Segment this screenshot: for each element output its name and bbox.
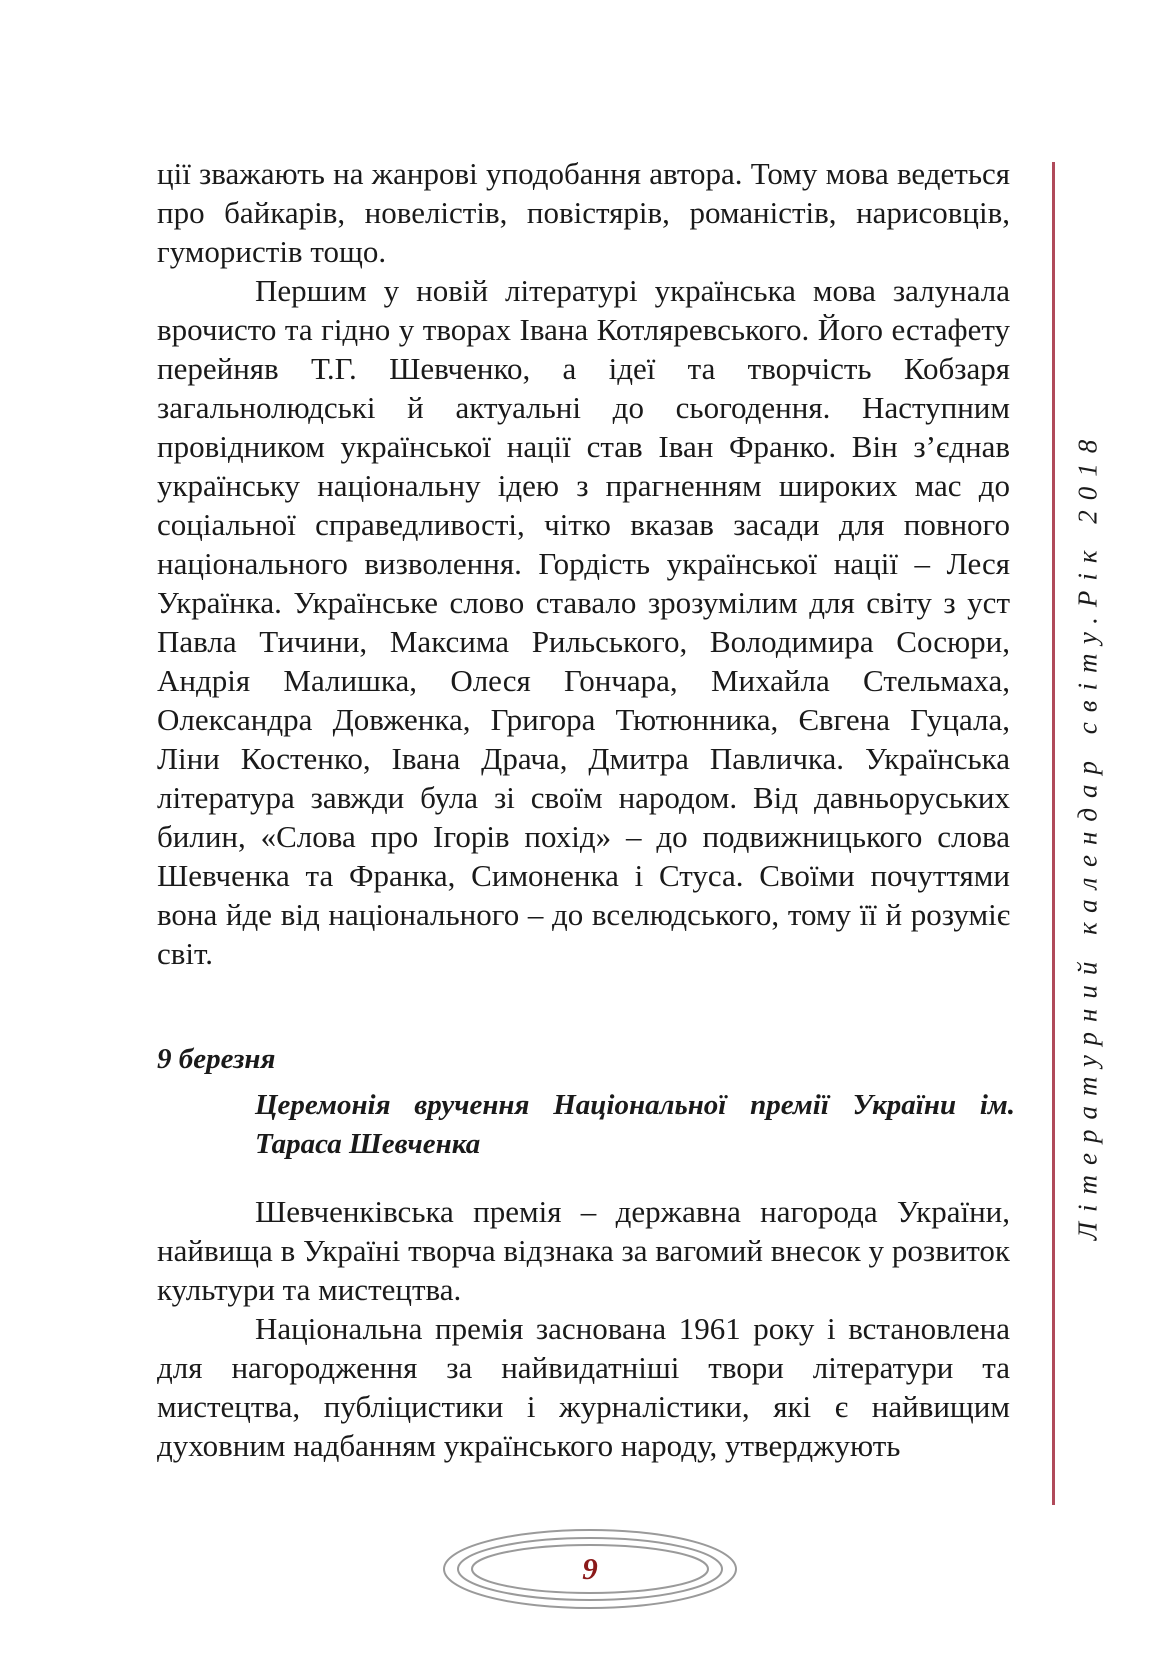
entry-title: Церемонія вручення Національної премії України ім. Тараса Шевченка: [255, 1089, 1015, 1160]
paragraph-4: Національна премія заснована 1961 року і встановлена для нагородження за найвидатніші твори літератури та мистецтва, публіцистики і журналістики, які є найвищим духовним надбанням українського народу, утверджують: [157, 1311, 1010, 1463]
page-number: 9: [582, 1551, 598, 1586]
body-text-bottom: [157, 1192, 1010, 1465]
side-rule: [1052, 162, 1055, 1505]
body-text-top: [157, 154, 1010, 973]
running-side-title: Літературний календар світу.Рік 2018: [1072, 429, 1103, 1241]
paragraph-1: ції зважають на жанрові уподобання автора. Тому мова ведеться про байкарів, новелістів, повістярів, романістів, нарисовців, гумористів тощо.: [157, 156, 1010, 269]
paragraph-3: Шевченківська премія – державна нагорода України, найвища в Україні творча відзнака за вагомий внесок у розвиток культури та мистецтва.: [157, 1194, 1010, 1307]
page-number-badge: [442, 1528, 738, 1610]
entry-date: 9 березня: [157, 1043, 276, 1075]
paragraph-2: Першим у новій літературі українська мова залунала врочисто та гідно у творах Івана Котляревського. Його естафету перейняв Т.Г. Шевченко, а ідеї та творчість Кобзаря загальнолюдські й актуальні до сьогодення. Наступним провідником української нації став Іван Франко. Він з’єднав українську національну ідею з прагненням широких мас до соціальної справедливості, чітко вказав засади для повного національного визволення. Гордість української нації – Леся Українка. Українське слово ставало зрозумілим для світу з уст Павла Тичини, Максима Рильського, Володимира Сосюри, Андрія Малишка, Олеся Гончара, Михайла Стельмаха, Олександра Довженка, Григора Тютюнника, Євгена Гуцала, Ліни Костенко, Івана Драча, Дмитра Павличка. Українська література завжди була зі своїм народом. Від давньоруських билин, «Слова про Ігорів похід» – до подвижницького слова Шевченка та Франка, Симоненка і Стуса. Своїми почуттями вона йде від національного – до вселюдського, тому її й розуміє світ.: [157, 273, 1010, 971]
